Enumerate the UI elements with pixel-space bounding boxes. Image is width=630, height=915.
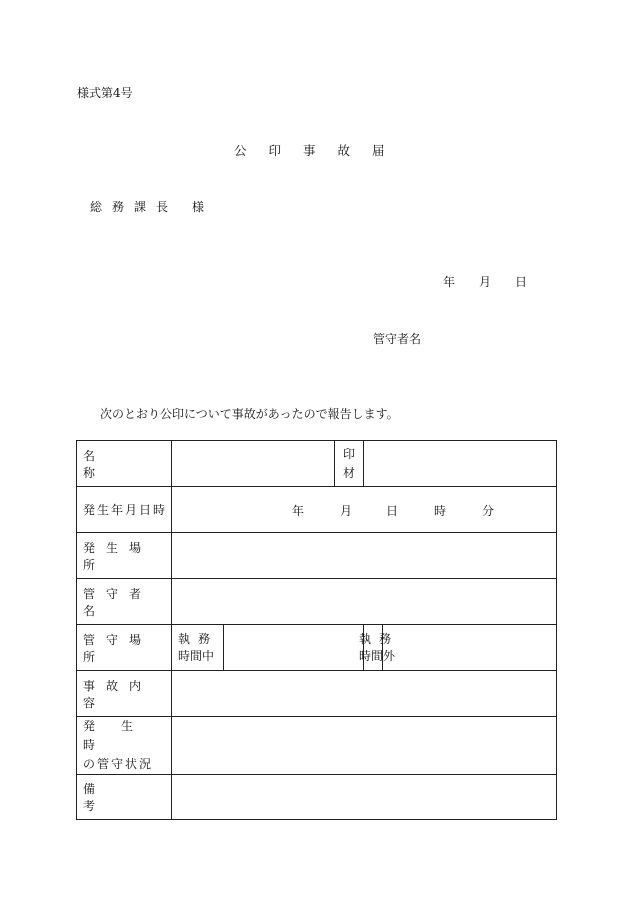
remarks-label: 備考	[83, 782, 152, 813]
name-label-cell	[77, 441, 172, 487]
location-value[interactable]	[172, 533, 557, 579]
during-duty-label	[172, 625, 224, 671]
datetime-value[interactable]	[172, 487, 557, 533]
seal-material-label-2: 材	[342, 465, 355, 480]
datetime-year: 年	[292, 503, 305, 518]
name-label	[83, 447, 167, 481]
outside-duty-label	[359, 631, 399, 665]
date-day: 日	[515, 275, 528, 289]
datetime-label-cell	[77, 487, 172, 533]
row-keeper-name	[77, 579, 557, 625]
outside-duty-label-2: 時間外	[359, 649, 396, 663]
report-table	[76, 440, 557, 820]
status-label-cell	[77, 717, 172, 775]
row-incident	[77, 671, 557, 717]
intro-text: 次のとおり公印について事故があったので報告します。	[100, 407, 399, 421]
form-number: 様式第4号	[77, 86, 133, 100]
date-month: 月	[479, 275, 492, 289]
name-value[interactable]	[172, 441, 335, 487]
document-title: 公印事故届	[234, 143, 407, 158]
row-location	[77, 533, 557, 579]
incident-value[interactable]	[172, 671, 557, 717]
storage-label-cell	[77, 625, 172, 671]
datetime-minute: 分	[482, 503, 495, 518]
row-remarks	[77, 775, 557, 820]
datetime-label: 発生年月日時	[83, 503, 168, 517]
incident-label-cell	[77, 671, 172, 717]
location-label-cell	[77, 533, 172, 579]
datetime-hour: 時	[434, 503, 447, 518]
seal-material-label	[335, 441, 364, 487]
during-duty-label-2: 時間中	[178, 648, 215, 663]
keeper-name-table-label: 管守者名	[83, 586, 153, 618]
addressee-honorific: 様	[192, 200, 205, 214]
datetime-month: 月	[340, 503, 353, 518]
remarks-value[interactable]	[172, 775, 557, 820]
name-label-text: 名称	[83, 448, 140, 480]
keeper-name-label: 管守者名	[373, 332, 422, 346]
location-label: 発生場所	[83, 540, 153, 572]
remarks-label-cell	[77, 775, 172, 820]
outside-duty-label-1: 執務	[359, 632, 400, 646]
date-year: 年	[443, 275, 456, 289]
seal-material-label-1: 印	[342, 446, 355, 461]
row-name	[77, 441, 557, 487]
row-datetime	[77, 487, 557, 533]
seal-material-value[interactable]	[364, 441, 557, 487]
status-label-1: 発生時	[83, 719, 160, 752]
datetime-day: 日	[386, 503, 399, 518]
during-duty-value[interactable]	[224, 625, 364, 671]
keeper-name-value[interactable]	[172, 579, 557, 625]
outside-duty-value[interactable]	[359, 625, 557, 671]
storage-label: 管守場所	[83, 632, 153, 664]
status-label-2: の管守状況	[83, 757, 154, 771]
incident-label: 事故内容	[83, 678, 153, 710]
addressee	[90, 198, 204, 215]
addressee-position: 総務課長	[90, 200, 179, 214]
status-value[interactable]	[172, 717, 557, 775]
date-line	[443, 273, 527, 290]
row-status	[77, 717, 557, 775]
during-duty-label-1: 執務	[178, 631, 219, 646]
row-storage	[77, 625, 557, 671]
keeper-name-label-cell	[77, 579, 172, 625]
